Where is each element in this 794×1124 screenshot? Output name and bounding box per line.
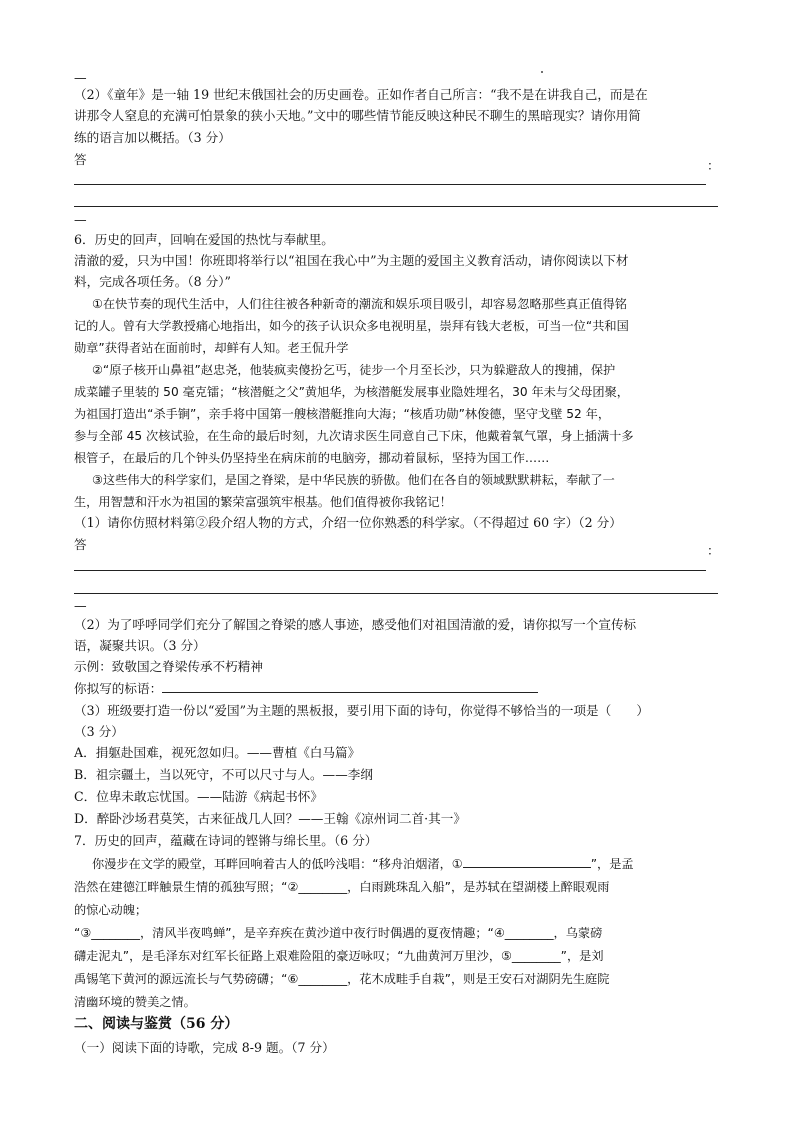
- task3-prompt-line1: （3）班级要打造一份以“爱国”为主题的黑板报，要引用下面的诗句，你觉得不够恰当的一项是（ ）: [74, 703, 650, 718]
- material-p2-line1: ②“原子核开山鼻祖”赵忠尧，他装疯卖傻扮乞丐，徒步一个月至长沙，只为躲避敌人的搜捕，保护: [92, 363, 616, 377]
- q7-line3: 的惊心动魄；: [74, 903, 148, 917]
- answer-line[interactable]: [74, 184, 706, 185]
- q6-intro-line2: 料，完成各项任务。（8 分）”: [74, 274, 231, 289]
- answer-line[interactable]: [74, 206, 718, 207]
- material-p3-line2: 生，用智慧和汗水为祖国的繁荣富强筑牢根基。他们值得被你我铭记！: [74, 495, 452, 509]
- option-c[interactable]: C．位卑未敢忘忧国。——陆游《病起书怀》: [74, 789, 323, 804]
- q7-line1-head: 你漫步在文学的殿堂，耳畔回响着古人的低吟浅唱：“移舟泊烟渚，①: [92, 857, 463, 871]
- slogan-label: 你拟写的标语：: [74, 681, 163, 696]
- speck: [541, 71, 543, 73]
- answer-colon: ：: [707, 158, 720, 173]
- material-p3-line1: ③这些伟大的科学家们，是国之脊梁，是中华民族的骄傲。他们在各自的领域默默耕耘，奉献了一: [92, 473, 615, 487]
- example-slogan: 示例：致敬国之脊梁传承不朽精神: [74, 659, 263, 674]
- task3-prompt-line2: （3 分）: [74, 724, 124, 739]
- option-b[interactable]: B．祖宗疆土，当以死守，不可以尺寸与人。——李纲: [74, 767, 373, 782]
- q7-title: 7．历史的回声，蕴藏在诗词的铿锵与绵长里。（6 分）: [74, 833, 378, 848]
- q6-title: 6．历史的回声，回响在爱国的热忱与奉献里。: [74, 232, 334, 247]
- q7-line6: 禹锡笔下黄河的源远流长与气势磅礴；“⑥________，花木成畦手自栽”，则是王安石对湖阴先生庭院: [74, 972, 610, 986]
- material-p2-line5: 根管子，在最后的几个钟头仍坚持坐在病床前的电脑旁，挪动着鼠标，坚持为国工作……: [74, 451, 550, 465]
- q5-2-line1: （2）《童年》是一轴 19 世纪末俄国社会的历史画卷。正如作者自己所言：“我不是在讲我自己，而是在: [74, 87, 648, 102]
- q5-2-line2: 讲那令人窒息的充满可怕景象的狭小天地。”文中的哪些情节能反映这种民不聊生的黑暗现实？请你用简: [74, 108, 641, 123]
- section-2-subheading: （一）阅读下面的诗歌，完成 8-9 题。（7 分）: [74, 1040, 335, 1055]
- answer-label: 答: [74, 152, 87, 167]
- q7-line1: [92, 856, 634, 872]
- answer-label: 答: [74, 537, 87, 552]
- option-a[interactable]: A．捐躯赴国难，视死忽如归。——曹植《白马篇》: [74, 745, 361, 760]
- separator-dash: —: [74, 212, 87, 227]
- q7-line4: “③________，清风半夜鸣蝉”，是辛弃疾在黄沙道中夜行时偶遇的夏夜情趣；“④________，乌蒙磅: [74, 926, 603, 940]
- section-2-heading: 二、阅读与鉴赏（56 分）: [74, 1016, 239, 1032]
- answer-colon: ：: [707, 543, 720, 558]
- task1-prompt: （1）请你仿照材料第②段介绍人物的方式，介绍一位你熟悉的科学家。（不得超过 60 字）（2 分）: [74, 515, 622, 530]
- slogan-input-line[interactable]: [162, 692, 538, 693]
- q6-intro-line1: 清澈的爱，只为中国！你班即将举行以“祖国在我心中”为主题的爱国主义教育活动，请你阅读以下材: [74, 253, 629, 268]
- separator-dash: —: [74, 598, 87, 613]
- material-p1-line1: ①在快节奏的现代生活中，人们往往被各种新奇的潮流和娱乐项目吸引，却容易忽略那些真正值得铭: [92, 297, 627, 311]
- q7-line5: 礴走泥丸”，是毛泽东对红军长征路上艰难险阻的豪迈咏叹；“九曲黄河万里沙，⑤________”，是刘: [74, 949, 604, 963]
- material-p2-line2: 成菜罐子里装的 50 毫克镭；“核潜艇之父”黄旭华，为核潜艇发展事业隐姓埋名，30 年未与父母团聚，: [74, 385, 629, 399]
- separator-dash: —: [74, 70, 87, 85]
- answer-line[interactable]: [74, 570, 706, 571]
- q7-line2: 浩然在建德江畔触景生情的孤独写照；“②________，白雨跳珠乱入船”，是苏轼在望湖楼上醉眼观雨: [74, 880, 610, 894]
- q7-line1-tail: ”，是孟: [590, 857, 634, 871]
- option-d[interactable]: D．醉卧沙场君莫笑，古来征战几人回？——王翰《凉州词二首·其一》: [74, 811, 466, 826]
- material-p2-line4: 参与全部 45 次核试验，在生命的最后时刻，九次请求医生同意自己下床，他戴着氧气罩，身上插满十多: [74, 429, 634, 443]
- material-p1-line2: 记的人。曾有大学教授痛心地指出，如今的孩子认识众多电视明星，崇拜有钱大老板，可当一位“共和国: [74, 319, 629, 333]
- material-p2-line3: 为祖国打造出“杀手锏”，亲手将中国第一艘核潜艇推向大海；“核盾功勋”林俊德，坚守戈壁 52 年，: [74, 407, 611, 421]
- blank-1-input[interactable]: [463, 867, 591, 868]
- answer-line[interactable]: [74, 593, 718, 594]
- slogan-row: [74, 681, 538, 697]
- q7-line7: 清幽环境的赞美之情。: [74, 995, 196, 1009]
- task2-prompt-line1: （2）为了呼呼同学们充分了解国之脊梁的感人事迹，感受他们对祖国清澈的爱，请你拟写一个宣传标: [74, 617, 637, 632]
- material-p1-line3: 勋章”获得者站在面前时，却鲜有人知。老王侃升学: [74, 341, 349, 355]
- task2-prompt-line2: 语，凝聚共识。（3 分）: [74, 638, 206, 653]
- q5-2-line3: 练的语言加以概括。（3 分）: [74, 130, 231, 145]
